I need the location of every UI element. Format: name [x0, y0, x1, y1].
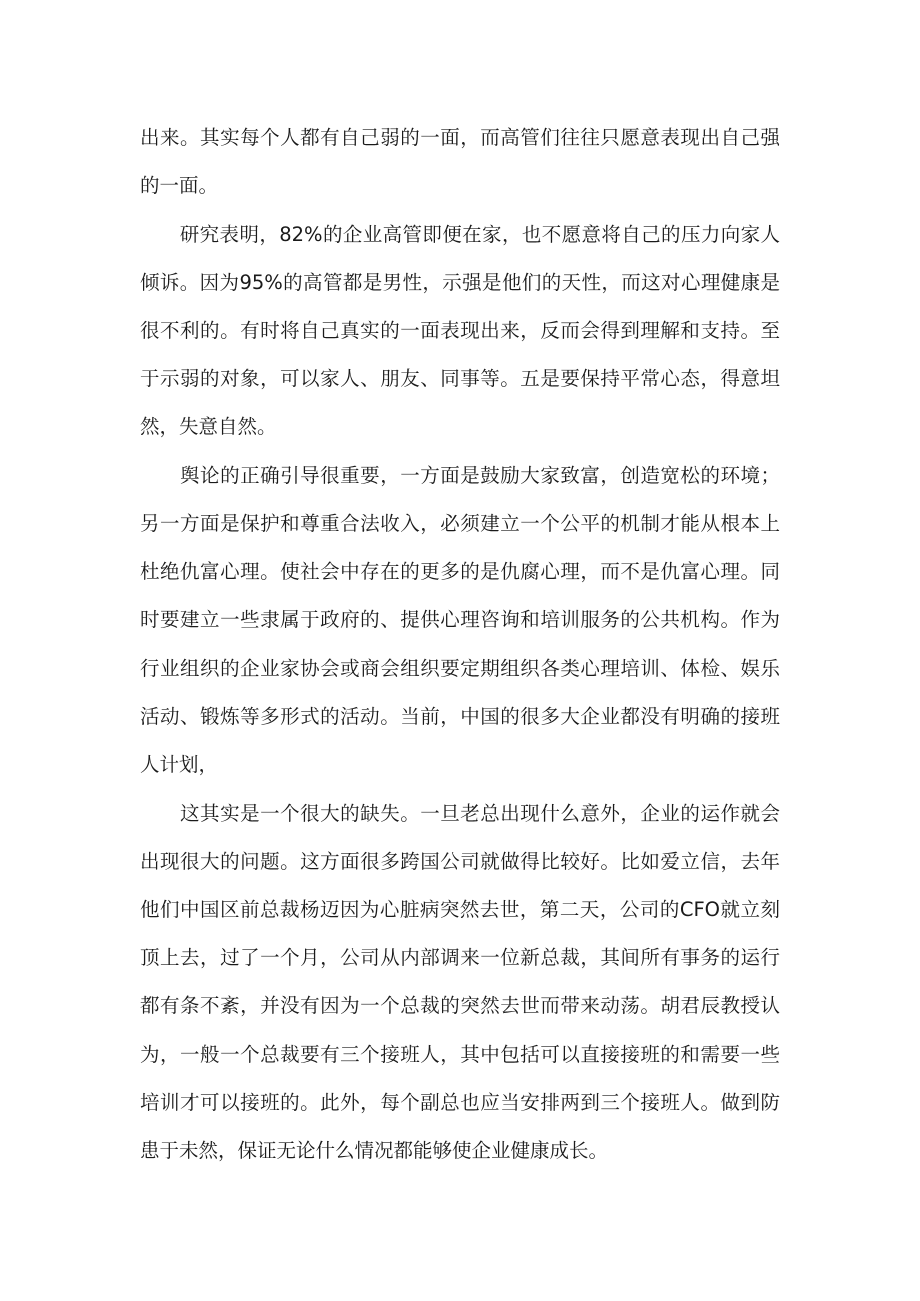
- text-line: 的一面。: [140, 174, 219, 197]
- text-line: 活动、锻炼等多形式的活动。当前，中国的很多大企业都没有明确的接班: [140, 705, 780, 728]
- text-line: 于示弱的对象，可以家人、朋友、同事等。五是要保持平常心态，得意坦: [140, 367, 780, 390]
- text-line: 培训才可以接班的。此外，每个副总也应当安排两到三个接班人。做到防: [140, 1091, 780, 1114]
- text-line: 都有条不紊，并没有因为一个总裁的突然去世而带来动荡。胡君辰教授认: [140, 994, 780, 1017]
- text-line: 很不利的。有时将自己真实的一面表现出来，反而会得到理解和支持。至: [140, 319, 780, 342]
- text-line: 顶上去，过了一个月，公司从内部调来一位新总裁，其间所有事务的运行: [140, 946, 780, 969]
- text-line: 杜绝仇富心理。使社会中存在的更多的是仇腐心理，而不是仇富心理。同: [140, 560, 780, 583]
- text-line: 这其实是一个很大的缺失。一旦老总出现什么意外，企业的运作就会: [140, 802, 780, 825]
- text-line: 人计划，: [140, 753, 219, 776]
- text-line: 然，失意自然。: [140, 415, 277, 438]
- text-line: 出现很大的问题。这方面很多跨国公司就做得比较好。比如爱立信，去年: [140, 850, 780, 873]
- text-line: 研究表明，82%的企业高管即便在家，也不愿意将自己的压力向家人: [140, 223, 780, 246]
- text-line: 行业组织的企业家协会或商会组织要定期组织各类心理培训、体检、娱乐: [140, 657, 780, 680]
- text-line: 时要建立一些隶属于政府的、提供心理咨询和培训服务的公共机构。作为: [140, 608, 780, 631]
- text-line: 为，一般一个总裁要有三个接班人，其中包括可以直接接班的和需要一些: [140, 1043, 780, 1066]
- text-line: 出来。其实每个人都有自己弱的一面，而高管们往往只愿意表现出自己强: [140, 126, 780, 149]
- text-line: 患于未然，保证无论什么情况都能够使企业健康成长。: [140, 1139, 609, 1162]
- text-line: 倾诉。因为95%的高管都是男性，示强是他们的天性，而这对心理健康是: [140, 271, 780, 294]
- text-line: 他们中国区前总裁杨迈因为心脏病突然去世，第二天，公司的CFO就立刻: [140, 898, 780, 921]
- text-line: 另一方面是保护和尊重合法收入，必须建立一个公平的机制才能从根本上: [140, 512, 780, 535]
- text-line: 舆论的正确引导很重要，一方面是鼓励大家致富，创造宽松的环境；: [140, 464, 780, 487]
